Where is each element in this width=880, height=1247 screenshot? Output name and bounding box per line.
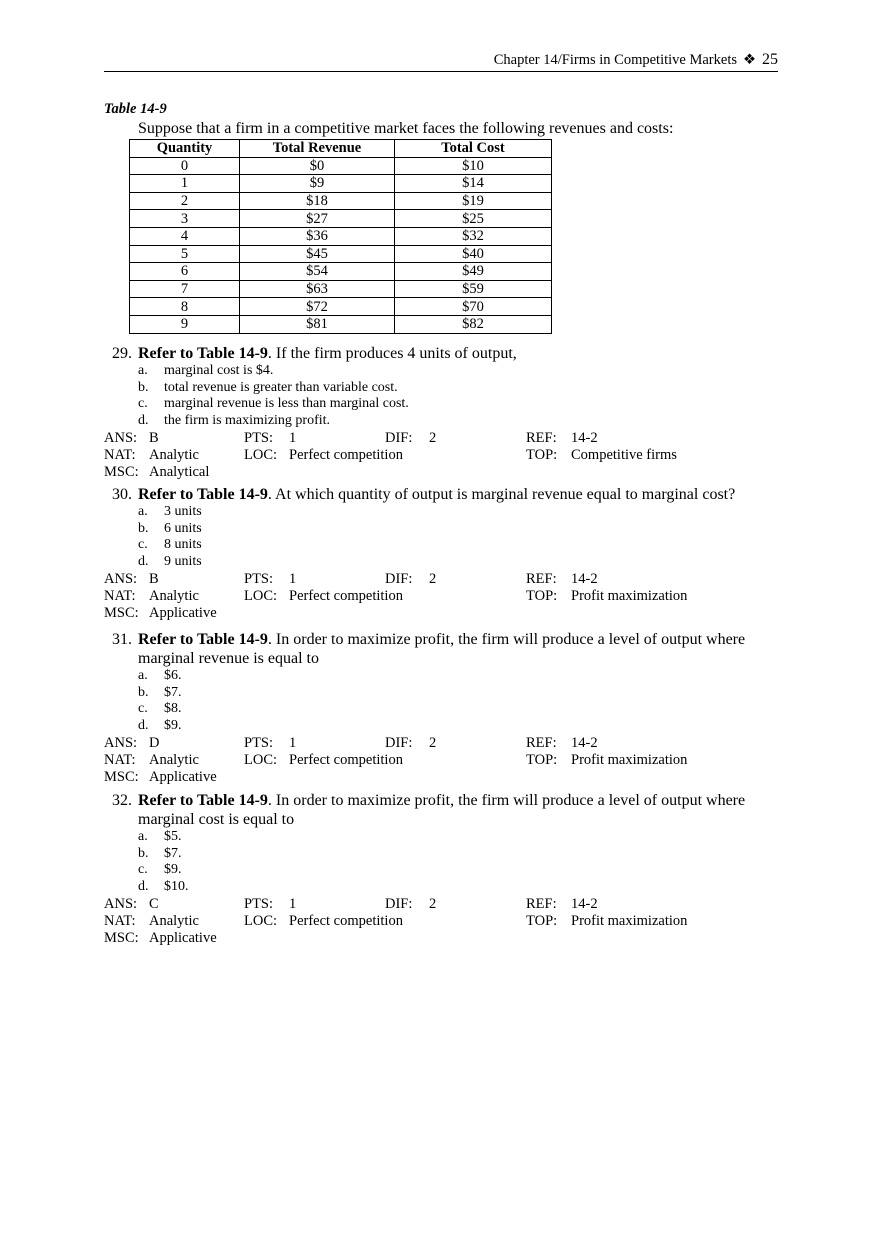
table-row (130, 263, 552, 281)
option-text: 3 units (164, 504, 202, 519)
column-header: Total Cost (395, 140, 552, 158)
question-number: 32. (112, 792, 132, 809)
column-header: Quantity (130, 140, 240, 158)
pts-value: 1 (289, 734, 297, 751)
revenue-cost-table (129, 139, 552, 334)
table-cell: $45 (240, 245, 395, 263)
table-reference: Refer to Table 14-9 (138, 345, 268, 362)
question-block (104, 791, 784, 947)
option-text: 6 units (164, 520, 202, 536)
option-text: $10. (164, 879, 189, 895)
table-cell: $25 (395, 210, 552, 228)
ans-value: B (149, 429, 159, 446)
table-row (130, 210, 552, 228)
table-cell: 6 (130, 263, 240, 281)
pts-value: 1 (289, 570, 297, 587)
option-letter: c. (138, 701, 148, 717)
loc-value: Perfect competition (289, 587, 403, 604)
option-text: $6. (164, 668, 182, 683)
option-letter: c. (138, 537, 148, 553)
table-row (130, 175, 552, 193)
pts-value: 1 (289, 895, 297, 912)
table-cell: 4 (130, 227, 240, 245)
loc-value: Perfect competition (289, 751, 403, 768)
top-label: TOP: (526, 912, 558, 929)
msc-meta-row (104, 605, 784, 622)
msc-meta-row (104, 769, 784, 786)
question-text: . If the firm produces 4 units of output, (267, 345, 517, 362)
option-text: $7. (164, 845, 182, 861)
table-reference: Refer to Table 14-9 (138, 792, 268, 809)
option-letter: a. (138, 668, 148, 683)
pts-label: PTS: (244, 734, 274, 751)
nat-value: Analytic (149, 751, 199, 768)
top-value: Profit maximization (571, 751, 688, 768)
loc-value: Perfect competition (289, 446, 403, 463)
ref-label: REF: (526, 570, 557, 587)
table-cell: $32 (395, 227, 552, 245)
question-number: 30. (112, 486, 132, 503)
answer-option (104, 862, 784, 879)
question-text: . In order to maximize profit, the firm will produce a level of output where (267, 631, 746, 648)
nat-meta-row (104, 588, 784, 605)
answer-option (104, 537, 784, 554)
nat-value: Analytic (149, 912, 199, 929)
ornament-separator: ❖ (743, 52, 756, 68)
table-cell: 9 (130, 315, 240, 333)
dif-label: DIF: (385, 895, 413, 912)
top-label: TOP: (526, 751, 558, 768)
option-text: $8. (164, 701, 182, 717)
dif-label: DIF: (385, 570, 413, 587)
pts-value: 1 (289, 429, 297, 446)
top-label: TOP: (526, 446, 558, 463)
question-text-continued: marginal cost is equal to (138, 811, 295, 828)
answer-option (104, 879, 784, 896)
table-cell: $81 (240, 315, 395, 333)
msc-value: Applicative (149, 604, 217, 621)
answer-meta-row (104, 735, 784, 752)
answer-option (104, 554, 784, 571)
table-cell: $54 (240, 263, 395, 281)
option-text: marginal cost is $4. (164, 363, 274, 378)
answer-meta-row (104, 896, 784, 913)
answer-options (104, 668, 784, 735)
table-cell: $70 (395, 298, 552, 316)
top-value: Competitive firms (571, 446, 677, 463)
dif-label: DIF: (385, 734, 413, 751)
ans-value: B (149, 570, 159, 587)
answer-option (104, 685, 784, 702)
table-reference: Refer to Table 14-9 (138, 486, 268, 503)
table-cell: 0 (130, 157, 240, 175)
ref-label: REF: (526, 734, 557, 751)
question-block (104, 344, 784, 481)
ans-value: D (149, 734, 160, 751)
loc-label: LOC: (244, 587, 278, 604)
pts-label: PTS: (244, 429, 274, 446)
option-letter: a. (138, 504, 148, 519)
ref-value: 14-2 (571, 429, 598, 446)
msc-label: MSC: (104, 929, 139, 946)
option-letter: b. (138, 845, 149, 861)
loc-label: LOC: (244, 912, 278, 929)
table-cell: $9 (240, 175, 395, 193)
loc-value: Perfect competition (289, 912, 403, 929)
table-row (130, 280, 552, 298)
table-cell: $10 (395, 157, 552, 175)
table-cell: $0 (240, 157, 395, 175)
table-row (130, 192, 552, 210)
column-header: Total Revenue (240, 140, 395, 158)
table-cell: 7 (130, 280, 240, 298)
pts-label: PTS: (244, 570, 274, 587)
answer-option (104, 363, 784, 380)
question-stem (104, 630, 784, 668)
ans-label: ANS: (104, 570, 138, 587)
table-row (130, 227, 552, 245)
option-letter: d. (138, 413, 149, 429)
question-stem (104, 344, 784, 363)
ref-label: REF: (526, 429, 557, 446)
nat-meta-row (104, 752, 784, 769)
dif-value: 2 (429, 570, 437, 587)
option-letter: a. (138, 829, 148, 844)
nat-value: Analytic (149, 446, 199, 463)
option-text: marginal revenue is less than marginal cost. (164, 396, 409, 412)
page-number: 25 (762, 51, 778, 68)
option-text: $9. (164, 718, 182, 734)
question-stem (104, 485, 784, 504)
option-letter: c. (138, 862, 148, 878)
table-label: Table 14-9 (104, 101, 167, 117)
dif-value: 2 (429, 734, 437, 751)
nat-meta-row (104, 447, 784, 464)
answer-option (104, 380, 784, 397)
chapter-title: Chapter 14/Firms in Competitive Markets (493, 52, 737, 68)
question-number: 29. (112, 345, 132, 362)
table-cell: $18 (240, 192, 395, 210)
option-letter: b. (138, 684, 149, 700)
nat-label: NAT: (104, 587, 136, 604)
msc-label: MSC: (104, 604, 139, 621)
table-cell: $63 (240, 280, 395, 298)
table-cell: $49 (395, 263, 552, 281)
option-text: 9 units (164, 554, 202, 570)
msc-value: Applicative (149, 929, 217, 946)
ans-label: ANS: (104, 734, 138, 751)
option-text: total revenue is greater than variable cost. (164, 379, 398, 395)
question-block (104, 630, 784, 786)
ref-value: 14-2 (571, 734, 598, 751)
option-letter: b. (138, 520, 149, 536)
option-letter: d. (138, 554, 149, 570)
ref-label: REF: (526, 895, 557, 912)
nat-label: NAT: (104, 912, 136, 929)
msc-meta-row (104, 464, 784, 481)
option-letter: b. (138, 379, 149, 395)
answer-options (104, 504, 784, 571)
option-letter: a. (138, 363, 148, 378)
table-row (130, 298, 552, 316)
option-text: 8 units (164, 537, 202, 553)
answer-meta-row (104, 430, 784, 447)
answer-options (104, 829, 784, 896)
dif-value: 2 (429, 429, 437, 446)
table-row (130, 157, 552, 175)
nat-label: NAT: (104, 751, 136, 768)
table-cell: 8 (130, 298, 240, 316)
answer-option (104, 846, 784, 863)
option-text: $7. (164, 684, 182, 700)
question-text: . In order to maximize profit, the firm will produce a level of output where (267, 792, 746, 809)
msc-value: Analytical (149, 463, 210, 480)
table-intro: Suppose that a firm in a competitive market faces the following revenues and costs: (138, 120, 674, 137)
msc-label: MSC: (104, 463, 139, 480)
question-text: . At which quantity of output is marginal revenue equal to marginal cost? (267, 486, 736, 503)
question-stem (104, 791, 784, 829)
table-reference: Refer to Table 14-9 (138, 631, 268, 648)
dif-value: 2 (429, 895, 437, 912)
table-cell: $19 (395, 192, 552, 210)
question-text-continued: marginal revenue is equal to (138, 650, 319, 667)
answer-option (104, 504, 784, 521)
top-label: TOP: (526, 587, 558, 604)
msc-meta-row (104, 930, 784, 947)
table-cell: $72 (240, 298, 395, 316)
answer-option (104, 668, 784, 685)
table-cell: 1 (130, 175, 240, 193)
option-letter: d. (138, 879, 149, 895)
table-cell: $14 (395, 175, 552, 193)
nat-meta-row (104, 913, 784, 930)
table-cell: $36 (240, 227, 395, 245)
top-value: Profit maximization (571, 912, 688, 929)
table-cell: $27 (240, 210, 395, 228)
ans-label: ANS: (104, 895, 138, 912)
answer-option (104, 396, 784, 413)
ans-label: ANS: (104, 429, 138, 446)
ref-value: 14-2 (571, 895, 598, 912)
option-text: $9. (164, 862, 182, 878)
answer-option (104, 413, 784, 430)
pts-label: PTS: (244, 895, 274, 912)
top-value: Profit maximization (571, 587, 688, 604)
ans-value: C (149, 895, 159, 912)
table-row (130, 245, 552, 263)
table-cell: 5 (130, 245, 240, 263)
answer-option (104, 521, 784, 538)
question-block (104, 485, 784, 622)
msc-label: MSC: (104, 768, 139, 785)
nat-label: NAT: (104, 446, 136, 463)
option-letter: d. (138, 718, 149, 734)
nat-value: Analytic (149, 587, 199, 604)
answer-meta-row (104, 571, 784, 588)
table-cell: 3 (130, 210, 240, 228)
option-letter: c. (138, 396, 148, 412)
table-cell: $40 (395, 245, 552, 263)
table-cell: $82 (395, 315, 552, 333)
msc-value: Applicative (149, 768, 217, 785)
table-header-row (130, 140, 552, 158)
answer-option (104, 829, 784, 846)
table-cell: 2 (130, 192, 240, 210)
answer-option (104, 718, 784, 735)
loc-label: LOC: (244, 446, 278, 463)
answer-option (104, 701, 784, 718)
option-text: the firm is maximizing profit. (164, 413, 331, 429)
ref-value: 14-2 (571, 570, 598, 587)
table-row (130, 315, 552, 333)
answer-options (104, 363, 784, 430)
page-header (104, 50, 778, 72)
question-number: 31. (112, 631, 132, 648)
table-cell: $59 (395, 280, 552, 298)
option-text: $5. (164, 829, 182, 844)
loc-label: LOC: (244, 751, 278, 768)
dif-label: DIF: (385, 429, 413, 446)
